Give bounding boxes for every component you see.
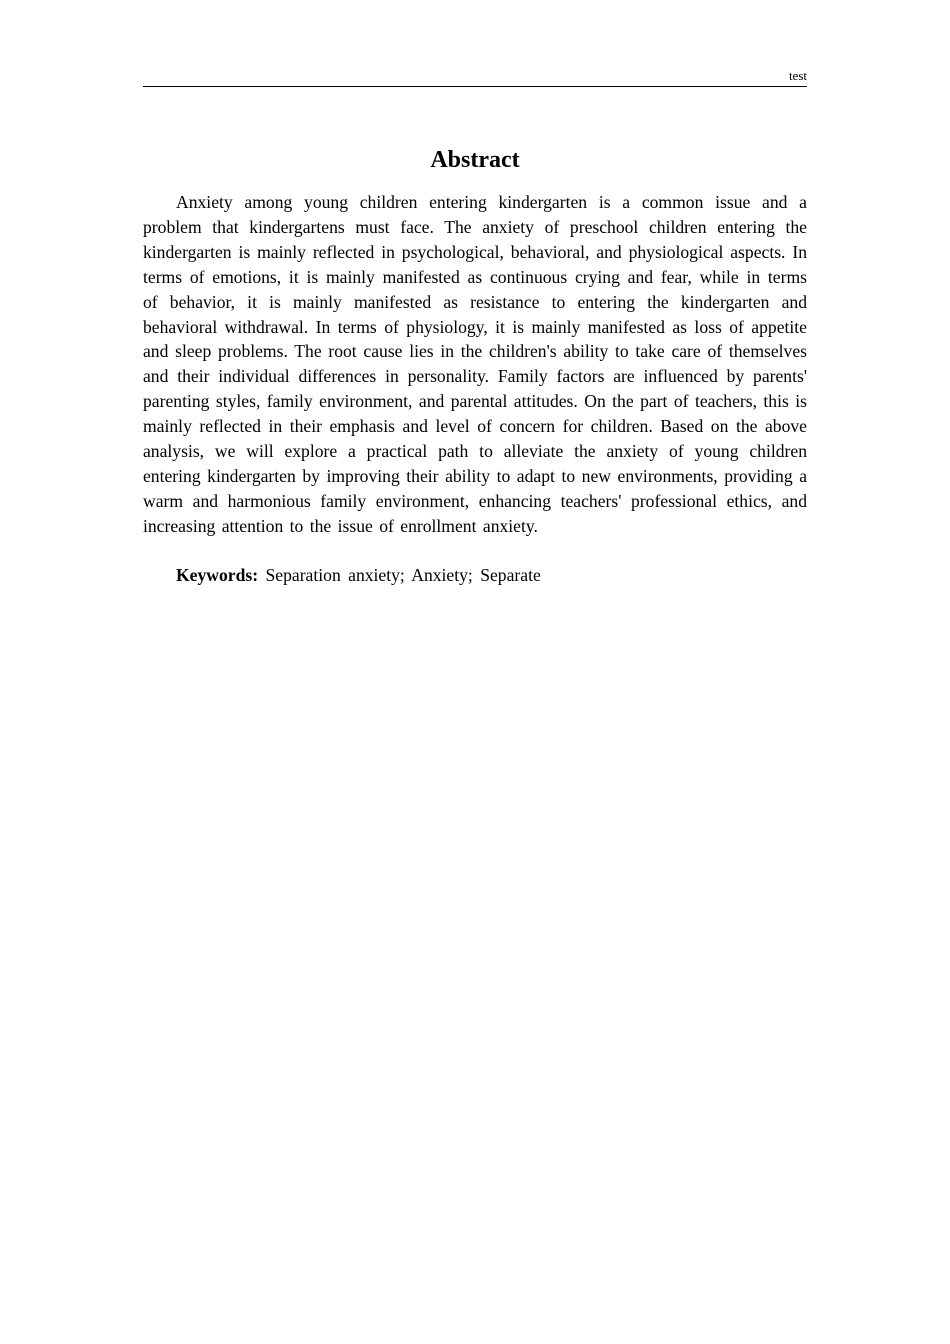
abstract-title: Abstract — [430, 147, 520, 173]
keywords-text: Separation anxiety; Anxiety; Separate — [265, 564, 541, 585]
abstract-body: Anxiety among young children entering kindergarten is a common issue and a problem that kindergartens must face. The anxiety of preschool children entering the kindergarten is mainly reflected in psychological, behavioral, and physiological aspects. In terms of emotions, it is mainly manifested as continuous crying and fear, while in terms of behavior, it is mainly manifested as resistance to entering the kindergarten and behavioral withdrawal. In terms of physiology, it is mainly manifested as loss of appetite and sleep problems. The root cause lies in the children's ability to take care of themselves and their individual differences in personality. Family factors are influenced by parents' parenting styles, family environment, and parental attitudes. On the part of teachers, this is mainly reflected in their emphasis and level of concern for children. Based on the above analysis, we will explore a practical path to alleviate the anxiety of young children entering kindergarten by improving their ability to adapt to new environments, providing a warm and harmonious family environment, enhancing teachers' professional ethics, and increasing attention to the issue of enrollment anxiety. — [143, 192, 807, 536]
keywords-label: Keywords: — [176, 564, 259, 585]
abstract-section — [143, 140, 807, 588]
header-label: test — [788, 68, 807, 83]
running-header — [143, 66, 807, 87]
keywords-line — [143, 563, 807, 588]
